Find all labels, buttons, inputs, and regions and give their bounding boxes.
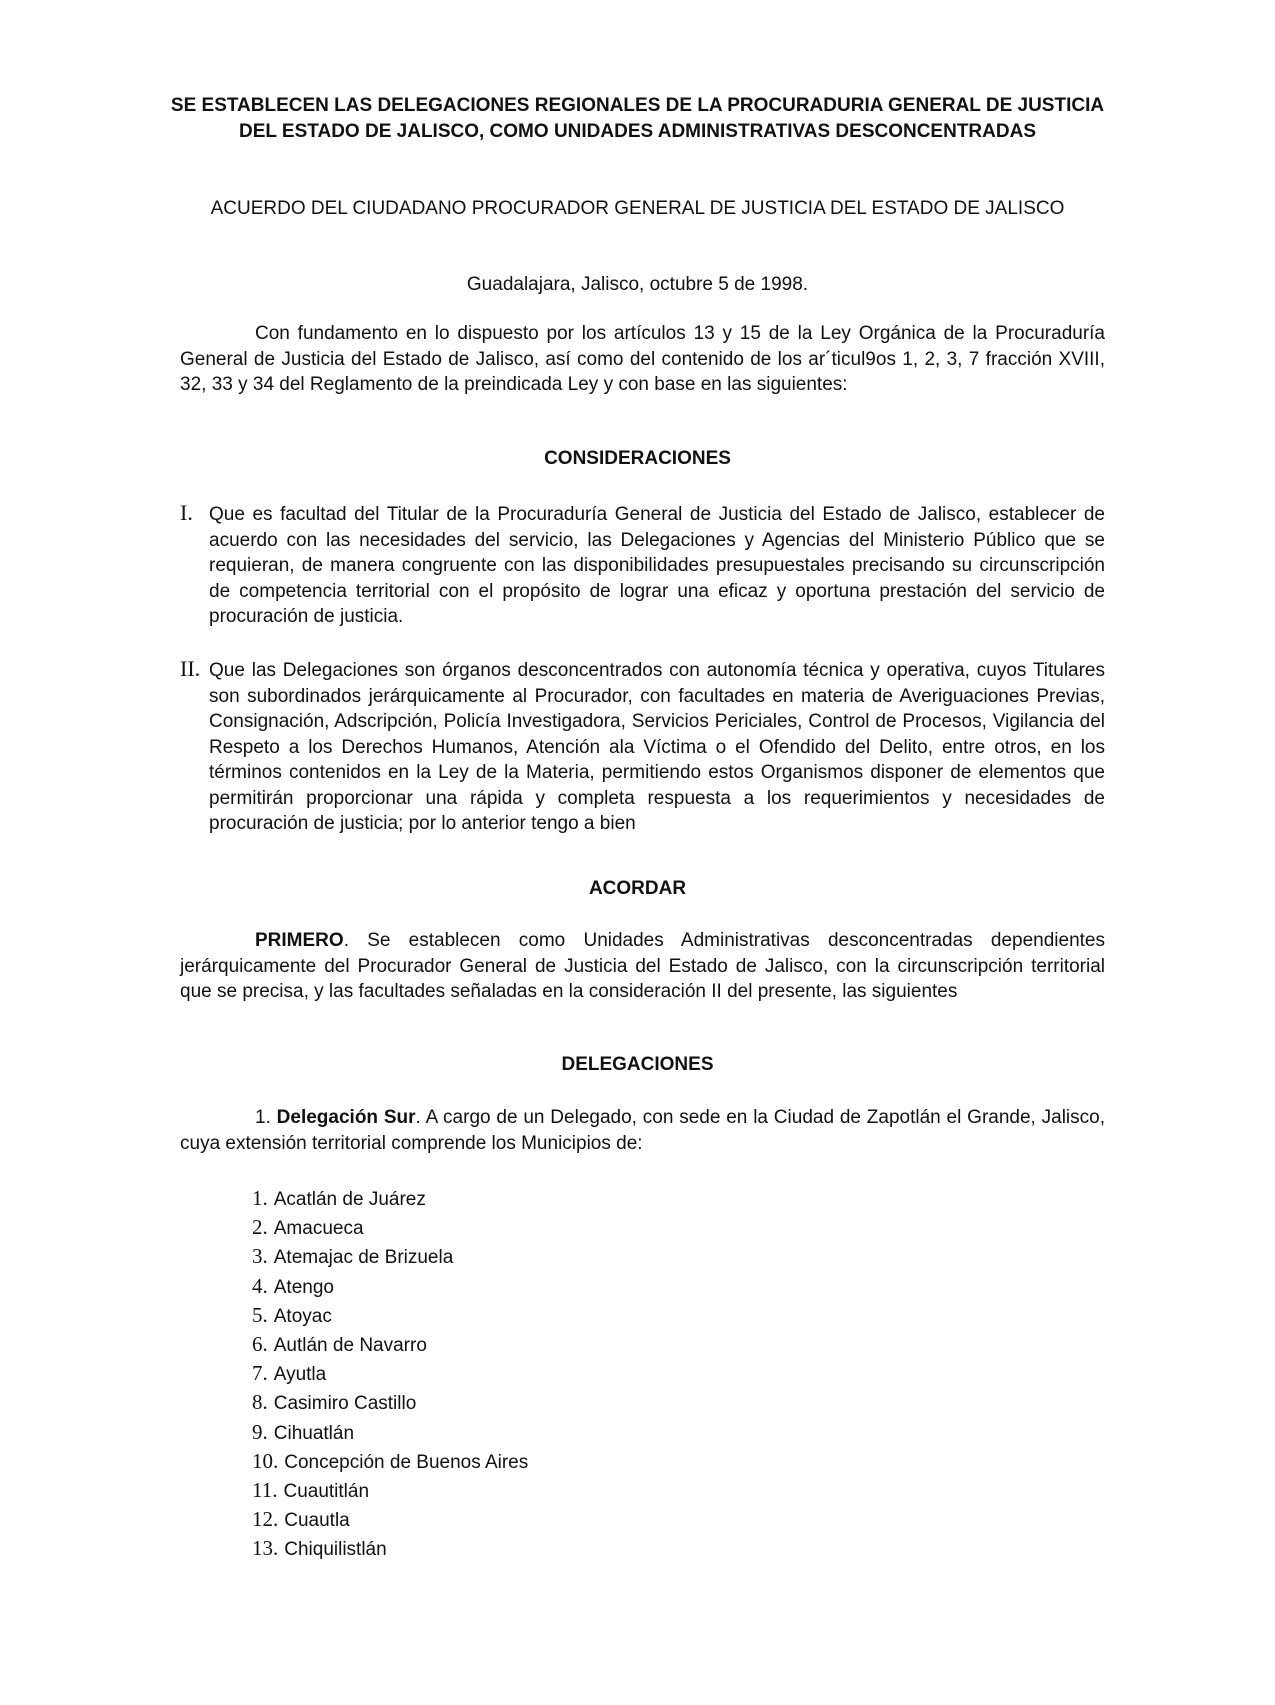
delegation-name: Delegación Sur — [276, 1107, 416, 1128]
item-name: Autlán de Navarro — [273, 1334, 427, 1356]
list-item — [252, 1330, 528, 1359]
item-number: 13. — [252, 1536, 279, 1561]
list-item — [252, 1242, 528, 1271]
list-item — [252, 1301, 528, 1330]
item-name: Atoyac — [273, 1305, 332, 1327]
item-name: Casimiro Castillo — [273, 1393, 417, 1415]
consideration-text-1: Que es facultad del Titular de la Procuraduría General de Justicia del Estado de Jalisco, establecer de acuerdo con las necesidades del servicio, las Delegaciones y Agencias del Ministerio Público que se requieran, de manera congruente con las disponibilidades presupuestales precisando su circunscripción de competencia territorial con el propósito de lograr una eficaz y oportuna prestación del servicio de procuración de justicia. — [209, 504, 1105, 627]
consideration-text-2: Que las Delegaciones son órganos desconcentrados con autonomía técnica y operativa, cuyos Titulares son subordinados jerárquicamente al Procurador, con facultades en materia de Averiguaciones Previas, Consignación, Adscripción, Policía Investigadora, Servicios Periciales, Control de Procesos, Vigilancia del Respeto a los Derechos Humanos, Atención ala Víctima o el Ofendido del Delito, entre otros, en los términos contenidos en la Ley de la Materia, permitiendo estos Organismos disponer de elementos que permitirán proporcionar una rápida y completa respuesta a los requerimientos y necesidades de procuración de justicia; por lo anterior tengo a bien — [209, 660, 1105, 834]
date-line: Guadalajara, Jalisco, octubre 5 de 1998. — [466, 274, 809, 295]
item-number: 9. — [252, 1419, 268, 1444]
list-item — [252, 1272, 528, 1301]
item-number: 10. — [252, 1448, 279, 1473]
document-subtitle: ACUERDO DEL CIUDADANO PROCURADOR GENERAL DE JUSTICIA DEL ESTADO DE JALISCO — [210, 198, 1065, 219]
item-name: Acatlán de Juárez — [273, 1189, 426, 1210]
consideration-numeral-2: II. — [180, 656, 201, 681]
item-number: 5. — [252, 1302, 268, 1327]
accord-heading: ACORDAR — [588, 878, 687, 899]
document-title: SE ESTABLECEN LAS DELEGACIONES REGIONALES DE LA PROCURADURIA GENERAL DE JUSTICIA DEL ESTADO DE JALISCO, COMO UNIDADES ADMINISTRATIVAS DESCONCENTRADAS — [170, 95, 1105, 142]
item-name: Cuautitlán — [283, 1480, 370, 1502]
list-item — [252, 1447, 528, 1476]
item-number: 11. — [252, 1477, 278, 1502]
item-name: Atengo — [273, 1276, 334, 1298]
item-name: Amacueca — [273, 1218, 364, 1240]
item-name: Chiquilistlán — [284, 1539, 387, 1561]
primero-text: . Se establecen como Unidades Administrativas desconcentradas dependientes jerárquicamente del Procurador General de Justicia del Estado de Jalisco, con la circunscripción territorial que se precisa, y las facultades señaladas en la consideración II del presente, las siguientes — [180, 930, 1105, 1002]
primero-paragraph — [180, 928, 1105, 1005]
list-item — [252, 1388, 528, 1417]
item-name: Cuautla — [284, 1510, 350, 1532]
delegations-heading: DELEGACIONES — [561, 1054, 714, 1075]
list-item — [252, 1505, 528, 1534]
preamble-paragraph: Con fundamento en lo dispuesto por los artículos 13 y 15 de la Ley Orgánica de la Procuraduría General de Justicia del Estado de Jalisco, así como del contenido de los ar´ticul9os 1, 2, 3, 7 fracción XVIII, 32, 33 y 34 del Reglamento de la preindicada Ley y con base en las siguientes: — [180, 323, 1105, 395]
item-number: 8. — [252, 1390, 268, 1415]
primero-label: PRIMERO — [255, 930, 344, 951]
item-number: 2. — [252, 1215, 268, 1240]
item-name: Cihuatlán — [273, 1422, 355, 1444]
item-name: Concepción de Buenos Aires — [284, 1451, 529, 1473]
municipality-list — [252, 1184, 528, 1563]
item-number: 4. — [252, 1273, 268, 1298]
delegation-text: . A cargo de un Delegado, con sede en la Ciudad de Zapotlán el Grande, Jalisco, cuya extensión territorial comprende los Municipios de: — [180, 1107, 1105, 1154]
item-number: 1. — [252, 1186, 268, 1210]
item-name: Atemajac de Brizuela — [273, 1247, 454, 1269]
consideration-numeral-1: I. — [180, 500, 193, 525]
considerations-heading: CONSIDERACIONES — [544, 448, 731, 469]
list-item — [252, 1534, 528, 1563]
item-number: 12. — [252, 1507, 279, 1532]
list-item — [252, 1418, 528, 1447]
item-number: 3. — [252, 1244, 268, 1269]
list-item — [252, 1359, 528, 1388]
delegation-number: 1. — [255, 1107, 277, 1128]
delegation-sur-paragraph — [180, 1105, 1105, 1156]
item-name: Ayutla — [273, 1364, 327, 1386]
list-item — [252, 1184, 528, 1213]
list-item — [252, 1476, 528, 1505]
item-number: 7. — [252, 1361, 268, 1386]
item-number: 6. — [252, 1331, 268, 1356]
list-item — [252, 1213, 528, 1242]
